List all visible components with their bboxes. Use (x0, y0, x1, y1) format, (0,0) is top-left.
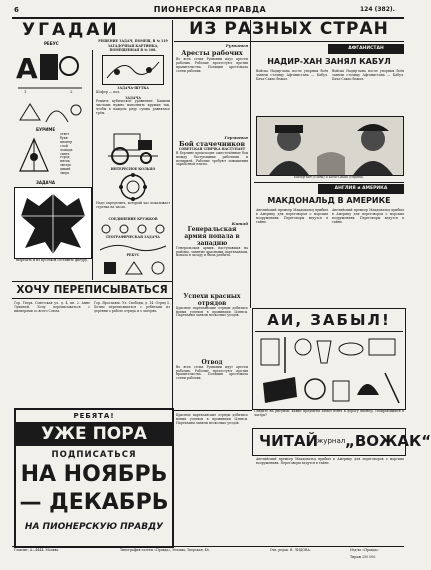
solutions-heading: РЕШЕНИЕ ЗАДАЧ, ПОМЕЩ. В № 119 (98, 39, 168, 43)
rule (174, 410, 252, 411)
photo-caption: Надир-хан (слева) и Бача-Сакао (справа). (293, 175, 365, 179)
forgot-title: АИ, ЗАБЫЛ! (267, 311, 391, 329)
country-label-romania: Румыния (225, 43, 248, 48)
forgot-caption: Глядите на рисунок: какие предметы забыл взять в дорогу пионер, собирающийся в лагерь? (254, 409, 404, 417)
geo-drawing (96, 240, 170, 254)
vozhak-journal: журнал (317, 437, 346, 445)
geo-heading: ГЕОГРАФИЧЕСКАЯ ЗАДАЧА (106, 235, 160, 240)
burime-word: слой (60, 143, 68, 148)
england-label: АНГЛИЯ и АМЕРИКА (334, 186, 388, 191)
headline-fight: Бой стачечников (179, 139, 245, 148)
article-arrests: Во всех селах Румынии идут аресты рабочих. Рабочие протестуют против правительства. Полиция арестовала сотни рабочих. (176, 56, 248, 73)
puzzle-solutions-column (96, 40, 170, 278)
burime-word: лошадь (60, 147, 73, 152)
ad-line1: УЖЕ ПОРА (16, 422, 172, 446)
rule (254, 182, 404, 183)
country-label-china: Китай (231, 220, 248, 226)
subheadline-match: СОВЕТСКАЯ СПИЧКА НАСТУПАЕТ (178, 146, 246, 151)
column-rule (172, 20, 173, 408)
task-heading: ЗАДАЧА (125, 95, 141, 100)
footer-printer: Типография газеты «Правда», Москва, Тверская, 48. (120, 548, 210, 552)
footer-editor: Отв. редак. В. ЛИДОВА. (270, 548, 311, 552)
burime-word: зверь (60, 171, 70, 176)
headline-red-success: Успехи красных отрядов (183, 292, 241, 307)
burime-word: сиять (60, 151, 70, 156)
circles-heading: СОЕДИНЕНИЕ КРУЖКОВ (108, 217, 158, 222)
rebus-heading-2: РЕБУС (126, 253, 140, 258)
rule (12, 298, 172, 299)
burime-word: ответ (60, 132, 70, 136)
tractor-drawing (100, 126, 166, 166)
section-title-guess: УГАДАИ (22, 20, 120, 40)
headline-arrests: Аресты рабочих (181, 48, 243, 57)
ad-top: РЕБЯТА! (73, 412, 115, 420)
burime-label: БУРИМЕ (36, 127, 56, 132)
ad-line4: — ДЕКАБРЬ (19, 490, 169, 515)
correspondence-text-left: Гор. Тверь. Советская ул. д. 4, кв. 2. Анне Лукиной. Хочу переписываться с пионерами со всего Союза. (14, 301, 90, 313)
macdonald-headline: МАКДОНАЛЬД В АМЕРИКЕ (267, 196, 391, 205)
correspondence-text-right: Гор. Ярославль. Ул. Свободы, д. 14. Отряд 5. Хотим переписываться с ребятами из деревни о работе отряда и о лагерях. (94, 301, 170, 313)
afgan-article-right: Войска Надир-хана после упорных боёв заняли столицу Афганистана — Кабул. Бача-Сакао бежал. (332, 69, 404, 81)
rebus-illustration (14, 48, 86, 94)
ad-line3: НА НОЯБРЬ (20, 462, 168, 487)
column-rule (92, 50, 93, 280)
burime-word: пятак (60, 159, 70, 164)
joke-task-heading: ЗАДАЧА-ШУТКА (117, 85, 149, 90)
task-text: Решить кубическое уравнение. Какими числами нужно наполнить кружки так, чтобы в каждом ряду сумма равнялась трём. (96, 99, 170, 116)
england-label-bar (318, 184, 404, 194)
figure-caption: Вырезать и из кусочков составить фигуру. (15, 258, 89, 262)
burime-word-list (60, 133, 90, 176)
forgot-box (252, 308, 406, 410)
svg-text:1: 1 (24, 89, 27, 94)
vozhak-read: ЧИТАЙ (259, 432, 319, 450)
issue-number: 124 (382). (360, 6, 395, 13)
burime-word: звезда (60, 163, 72, 168)
macdonald-article-right: Английский премьер Макдональд прибыл в Америку для переговоров о морских вооружениях. Переговоры ведутся в тайне. (332, 208, 404, 224)
svg-text:А: А (16, 52, 38, 85)
burime-word: букв (60, 135, 68, 140)
svg-text:2: 2 (70, 89, 73, 94)
clock-text: Надо определить, который час показывает стрелка на часах. (96, 201, 170, 210)
vozhak-ad (252, 428, 431, 456)
article-general-army: Генеральская армия, наступавшая на районы, занятые красными партизанами, попала в засаду и была разбита. (176, 245, 248, 258)
rebus-2-drawing (96, 258, 170, 278)
burime-word: дикий (60, 167, 71, 172)
ad-line2: ПОДПИСАТЬСЯ (51, 450, 137, 460)
subscription-ad (14, 408, 174, 548)
rule (174, 41, 404, 42)
macdonald-article-left: Английский премьер Макдональд прибыл в Америку для переговоров о морских вооружениях. Переговоры ведутся в тайне. (256, 208, 328, 224)
article-match: В Берлине происходят ожесточённые бои между бастующими рабочими и полицией. Рабочие требуют повышения заработной платы. (176, 150, 248, 167)
article-red-success: Красные партизанские отряды добились новых успехов в провинции Цзянси. Партизаны заняли несколько уездов. (176, 305, 248, 318)
rule (255, 331, 403, 332)
puzzle-figure-box (14, 187, 92, 259)
picture-heading: ЗАГАДОЧНАЯ КАРТИНКА, ПОМЕЩЕННАЯ В № 108. (107, 43, 159, 52)
afgan-label: АФГАНИСТАН (348, 46, 384, 51)
headline-general-army: Генеральская армия попала в западню (184, 225, 240, 247)
afgan-headline: НАДИР-ХАН ЗАНЯЛ КАБУЛ (267, 57, 391, 66)
rebus-label: РЕБУС (44, 41, 59, 46)
country-label-germany: Германия (224, 134, 248, 140)
burime-word: пионер (60, 139, 73, 144)
circles-drawing (96, 222, 170, 236)
footer-circulation: Тираж 250 000. (350, 555, 377, 559)
forgotten-items-drawing (255, 333, 403, 407)
solution-picture (102, 55, 164, 85)
ring-drawing (96, 172, 170, 202)
ad-line5: НА ПИОНЕРСКУЮ ПРАВДУ (24, 522, 164, 532)
lower-article: Красные партизанские отряды добились новых успехов в провинции Цзянси. Партизаны заняли несколько уездов. (176, 413, 248, 425)
ring-heading: ИНТЕРЕСНОЕ КОЛЬЦО (110, 167, 156, 172)
afgan-article-left: Войска Надир-хана после упорных боёв заняли столицу Афганистана — Кабул. Бача-Сакао бежал. (256, 69, 328, 81)
footer-publisher: Изд-во «Правда» (350, 548, 379, 552)
footer-glavlit: Главлит, А—4444. Москва. (14, 548, 60, 552)
burime-drawing (14, 133, 54, 177)
burime-word: город (60, 155, 70, 160)
rebus-sketch (16, 98, 84, 126)
news-column (176, 44, 248, 406)
newspaper-title: ПИОНЕРСКАЯ ПРАВДА (153, 5, 267, 14)
photo-box (256, 116, 404, 176)
portrait-photo (257, 117, 403, 175)
column-rule (250, 20, 251, 308)
vozhak-text: Английский премьер Макдональд прибыл в Америку для переговоров о морских вооружениях. Переговоры ведутся в тайне. (256, 457, 404, 465)
headline-otvod: Отвод (201, 358, 223, 366)
vozhak-name: „ВОЖАК“ (345, 432, 431, 450)
article-otvod: Во всех селах Румынии идут аресты рабочих. Рабочие протестуют против правительства. Полиция арестовала сотни рабочих. (176, 364, 248, 381)
rule (12, 281, 172, 282)
afgan-label-bar (328, 44, 404, 54)
zadacha-label: ЗАДАЧА (36, 180, 55, 185)
puzzle-figure (15, 188, 91, 258)
page-number: 6 (14, 6, 19, 14)
joke-task-answer: Шофер — пол. (96, 89, 121, 94)
correspondence-title: ХОЧУ ПЕРЕПИСЫВАТЬСЯ (16, 284, 168, 296)
footer-rule (12, 546, 404, 547)
main-section-title: ИЗ РАЗНЫХ СТРАН (189, 19, 389, 39)
